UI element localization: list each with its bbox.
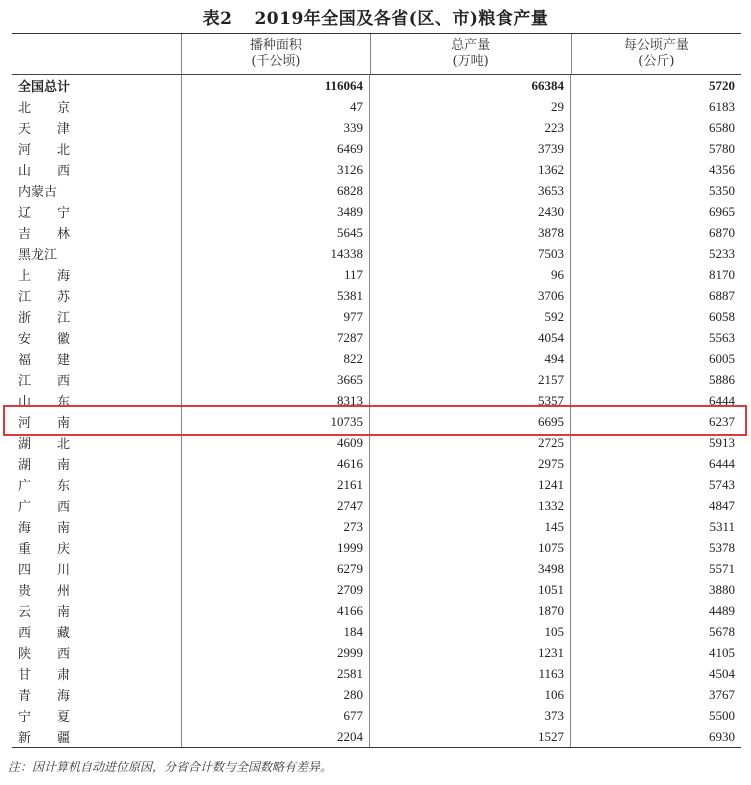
table-row [12,642,741,663]
output-cell: 1051 [370,579,571,600]
yield-cell: 5311 [709,518,735,534]
yield-cell: 5500 [709,707,735,723]
yield-cell: 6444 [709,392,735,408]
output-cell: 1870 [370,600,571,621]
table-row [12,537,741,558]
output-cell: 1332 [370,495,571,516]
region-cell: 宁 夏 [12,705,182,726]
total-region: 全国总计 [12,75,182,96]
output-cell: 1163 [370,663,571,684]
yield-cell: 4847 [709,497,735,513]
output-cell: 2725 [370,432,571,453]
area-cell: 1999 [182,537,370,558]
region-cell: 黑龙江 [12,243,182,264]
yield-cell: 6965 [709,203,735,219]
yield-cell: 4489 [709,602,735,618]
region-cell: 陕 西 [12,642,182,663]
yield-cell: 5780 [709,140,735,156]
yield-cell: 5378 [709,539,735,555]
table-header [12,34,741,75]
output-cell: 3498 [370,558,571,579]
region-cell: 青 海 [12,684,182,705]
output-cell: 373 [370,705,571,726]
region-cell: 河 南 [12,411,182,432]
region-cell: 西 藏 [12,621,182,642]
table-row [12,621,741,642]
output-cell: 1527 [370,726,571,747]
area-cell: 2581 [182,663,370,684]
header-output-name: 总产量 [451,38,491,53]
region-cell: 内蒙古 [12,180,182,201]
area-cell: 10735 [182,411,370,432]
area-cell: 3126 [182,159,370,180]
area-cell: 2204 [182,726,370,747]
table-caption: 2019年全国及各省(区、市)粮食产量 [254,9,549,29]
yield-cell: 4504 [709,665,735,681]
yield-cell: 5678 [709,623,735,639]
area-cell: 14338 [182,243,370,264]
area-cell: 2161 [182,474,370,495]
output-cell: 592 [370,306,571,327]
table-row [12,474,741,495]
region-cell: 江 西 [12,369,182,390]
region-cell: 广 东 [12,474,182,495]
total-row [12,75,741,96]
output-cell: 96 [370,264,571,285]
area-cell: 3489 [182,201,370,222]
table-row [12,306,741,327]
output-cell: 3706 [370,285,571,306]
output-cell: 3878 [370,222,571,243]
table-row [12,726,741,747]
yield-cell: 5886 [709,371,735,387]
table-row [12,684,741,705]
yield-cell: 6237 [709,413,735,429]
output-cell: 1241 [370,474,571,495]
yield-cell: 6930 [709,728,735,744]
table-row [12,96,741,117]
area-cell: 6828 [182,180,370,201]
area-cell: 273 [182,516,370,537]
yield-cell: 5233 [709,245,735,261]
region-cell: 四 川 [12,558,182,579]
header-output [371,34,572,74]
output-cell: 3739 [370,138,571,159]
region-cell: 江 苏 [12,285,182,306]
table-row [12,180,741,201]
area-cell: 2999 [182,642,370,663]
yield-cell: 6005 [709,350,735,366]
table-row [12,264,741,285]
output-cell: 2430 [370,201,571,222]
region-cell: 上 海 [12,264,182,285]
table-number: 表2 [202,9,233,29]
area-cell: 280 [182,684,370,705]
header-yield-unit: (公斤) [638,54,675,69]
output-cell: 4054 [370,327,571,348]
area-cell: 4609 [182,432,370,453]
yield-cell: 6444 [709,455,735,471]
yield-cell: 6887 [709,287,735,303]
yield-cell: 5563 [709,329,735,345]
output-cell: 2975 [370,453,571,474]
yield-cell: 5743 [709,476,735,492]
output-cell: 5357 [370,390,571,411]
output-cell: 105 [370,621,571,642]
area-cell: 47 [182,96,370,117]
table-title [0,4,751,29]
area-cell: 7287 [182,327,370,348]
total-output: 66384 [370,75,571,96]
region-cell: 河 北 [12,138,182,159]
table-row [12,516,741,537]
header-output-unit: (万吨) [452,54,489,69]
region-cell: 重 庆 [12,537,182,558]
area-cell: 6469 [182,138,370,159]
table-row [12,222,741,243]
area-cell: 5381 [182,285,370,306]
output-cell: 6695 [370,411,571,432]
grain-output-table [12,33,741,748]
header-yield-name: 每公顷产量 [623,38,689,53]
region-cell: 福 建 [12,348,182,369]
table-row [12,600,741,621]
total-area: 116064 [182,75,370,96]
yield-cell: 6058 [709,308,735,324]
region-cell: 广 西 [12,495,182,516]
output-cell: 1075 [370,537,571,558]
yield-cell: 6580 [709,119,735,135]
region-cell: 天 津 [12,117,182,138]
table-row [12,495,741,516]
region-cell: 湖 北 [12,432,182,453]
yield-cell: 5571 [709,560,735,576]
table-row [12,705,741,726]
region-cell: 贵 州 [12,579,182,600]
area-cell: 184 [182,621,370,642]
output-cell: 223 [370,117,571,138]
table-row [12,117,741,138]
region-cell: 山 西 [12,159,182,180]
output-cell: 7503 [370,243,571,264]
header-yield [572,34,741,74]
region-cell: 海 南 [12,516,182,537]
header-region [12,34,182,74]
table-row [12,369,741,390]
yield-cell: 4356 [709,161,735,177]
footnote: 注：因计算机自动进位原因，分省合计数与全国数略有差异。 [8,760,333,774]
highlight-box [3,405,747,436]
table-row [12,138,741,159]
yield-cell: 6183 [709,98,735,114]
region-cell: 北 京 [12,96,182,117]
table-row [12,159,741,180]
header-area-unit: (千公顷) [251,54,301,69]
yield-cell: 3880 [709,581,735,597]
yield-cell: 6870 [709,224,735,240]
area-cell: 4166 [182,600,370,621]
output-cell: 145 [370,516,571,537]
region-cell: 吉 林 [12,222,182,243]
area-cell: 2709 [182,579,370,600]
table-row [12,327,741,348]
total-yield: 5720 [709,77,735,93]
region-cell: 新 疆 [12,726,182,747]
area-cell: 3665 [182,369,370,390]
output-cell: 2157 [370,369,571,390]
area-cell: 8313 [182,390,370,411]
area-cell: 117 [182,264,370,285]
area-cell: 4616 [182,453,370,474]
table-row [12,243,741,264]
area-cell: 6279 [182,558,370,579]
table-row [12,579,741,600]
output-cell: 3653 [370,180,571,201]
area-cell: 5645 [182,222,370,243]
yield-cell: 5350 [709,182,735,198]
output-cell: 1231 [370,642,571,663]
area-cell: 822 [182,348,370,369]
output-cell: 29 [370,96,571,117]
region-cell: 湖 南 [12,453,182,474]
area-cell: 2747 [182,495,370,516]
table-row [12,558,741,579]
region-cell: 安 徽 [12,327,182,348]
header-area-name: 播种面积 [249,38,302,53]
region-cell: 辽 宁 [12,201,182,222]
area-cell: 339 [182,117,370,138]
table-row [12,348,741,369]
yield-cell: 4105 [709,644,735,660]
output-cell: 1362 [370,159,571,180]
area-cell: 677 [182,705,370,726]
region-cell: 甘 肃 [12,663,182,684]
table-row [12,663,741,684]
output-cell: 106 [370,684,571,705]
yield-cell: 3767 [709,686,735,702]
yield-cell: 5913 [709,434,735,450]
table-row [12,285,741,306]
table-row [12,453,741,474]
region-cell: 山 东 [12,390,182,411]
region-cell: 云 南 [12,600,182,621]
yield-cell: 8170 [709,266,735,282]
area-cell: 977 [182,306,370,327]
header-area [182,34,370,74]
output-cell: 494 [370,348,571,369]
region-cell: 浙 江 [12,306,182,327]
table-row [12,201,741,222]
